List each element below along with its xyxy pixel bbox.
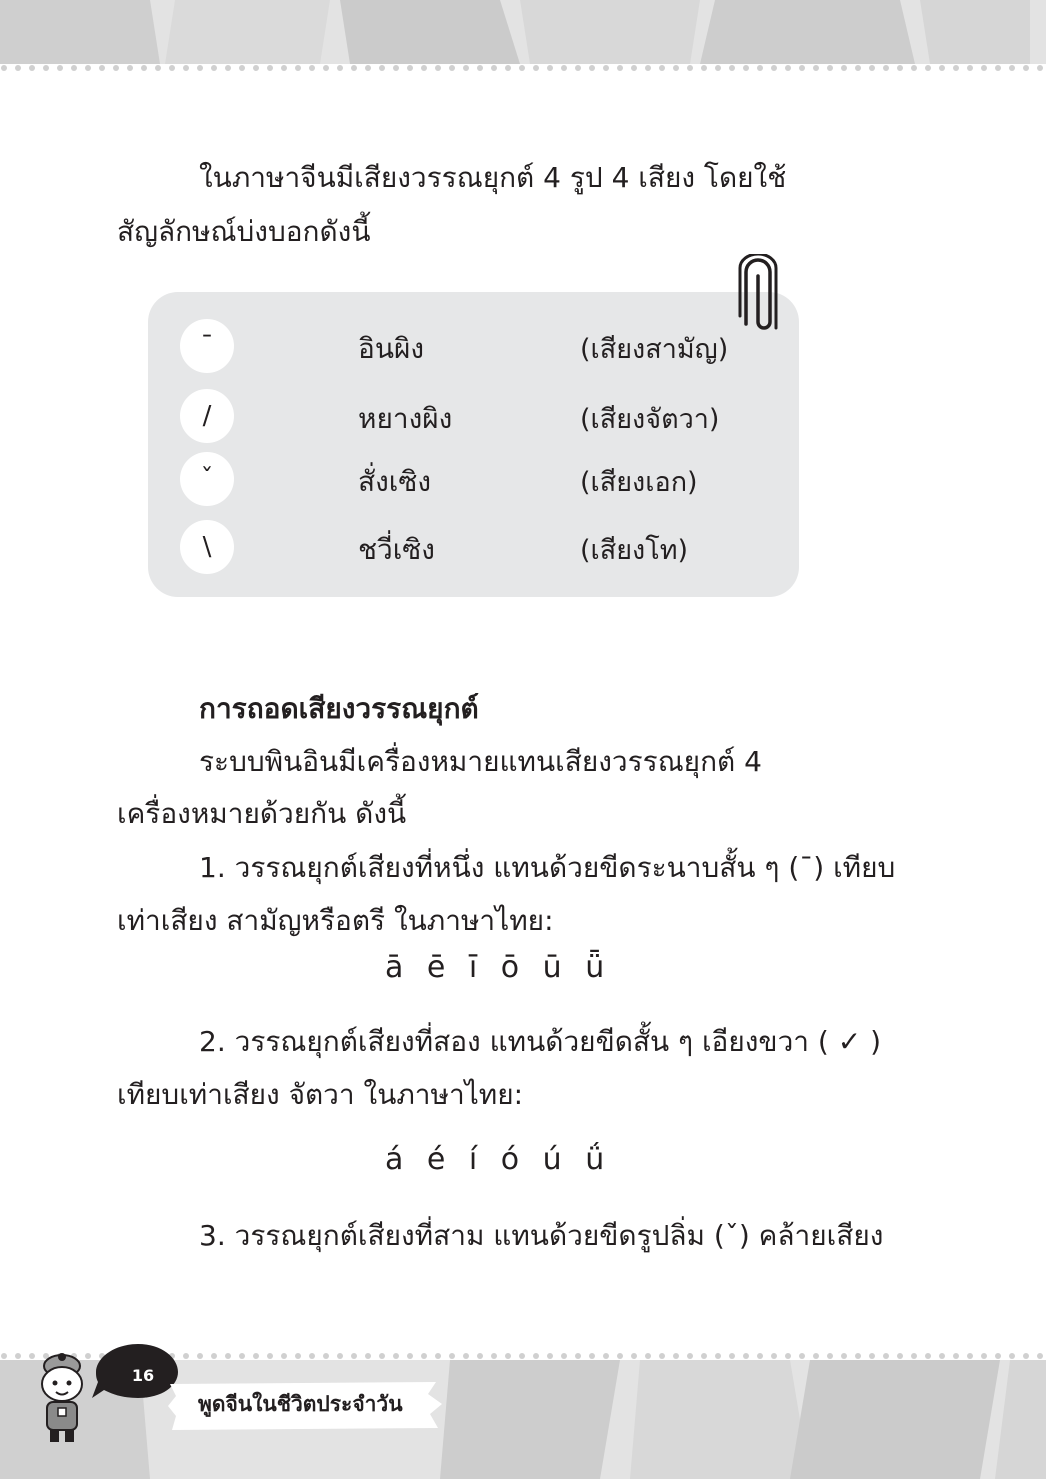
tone-name: อินผิง <box>358 332 425 365</box>
top-dotted-border <box>0 64 1046 72</box>
paragraph-line: เครื่องหมายด้วยกัน ดังนี้ <box>117 797 407 830</box>
paragraph-line: เทียบเท่าเสียง จัตวา ในภาษาไทย: <box>117 1078 524 1111</box>
pinyin-second-tone: á é í ó ú ǘ <box>385 1142 608 1177</box>
tone-symbol: ˉ <box>180 319 234 373</box>
page-number: 16 <box>131 1366 155 1385</box>
mascot-icon <box>34 1352 90 1446</box>
section-heading: การถอดเสียงวรรณยุกต์ <box>199 692 479 725</box>
tone-name: สั่งเซิง <box>358 465 432 498</box>
tone-row <box>148 389 799 443</box>
paperclip-icon <box>736 254 780 332</box>
paragraph-line: 2. วรรณยุกต์เสียงที่สอง แทนด้วยขีดสั้น ๆ เอียงขวา ( ✓ ) <box>199 1025 882 1058</box>
pinyin-first-tone: ā ē ī ō ū ǖ <box>385 950 608 985</box>
paragraph-line: 3. วรรณยุกต์เสียงที่สาม แทนด้วยขีดรูปลิ่ม (ˇ) คล้ายเสียง <box>199 1219 884 1252</box>
tone-name: หยางผิง <box>358 402 453 435</box>
tone-symbol: \ <box>180 520 234 574</box>
header-band <box>0 0 1046 64</box>
tone-row <box>148 452 799 506</box>
tone-row <box>148 520 799 574</box>
intro-line-2: สัญลักษณ์บ่งบอกดังนี้ <box>117 215 371 248</box>
tone-thai-equivalent: (เสียงเอก) <box>580 467 698 498</box>
tone-name: ชวี่เซิง <box>358 533 435 566</box>
tone-row <box>148 319 799 373</box>
tone-table <box>148 292 799 597</box>
tone-thai-equivalent: (เสียงสามัญ) <box>580 334 729 365</box>
tone-thai-equivalent: (เสียงจัตวา) <box>580 404 720 435</box>
tone-symbol: ˇ <box>180 452 234 506</box>
intro-line-1: ในภาษาจีนมีเสียงวรรณยุกต์ 4 รูป 4 เสียง โดยใช้ <box>199 161 787 194</box>
book-title: พูดจีนในชีวิตประจำวัน <box>198 1392 403 1416</box>
paragraph-line: 1. วรรณยุกต์เสียงที่หนึ่ง แทนด้วยขีดระนาบสั้น ๆ (ˉ) เทียบ <box>199 851 896 884</box>
paragraph-line: ระบบพินอินมีเครื่องหมายแทนเสียงวรรณยุกต์ 4 <box>199 745 762 778</box>
tone-thai-equivalent: (เสียงโท) <box>580 535 689 566</box>
tone-symbol: / <box>180 389 234 443</box>
paragraph-line: เท่าเสียง สามัญหรือตรี ในภาษาไทย: <box>117 904 554 937</box>
